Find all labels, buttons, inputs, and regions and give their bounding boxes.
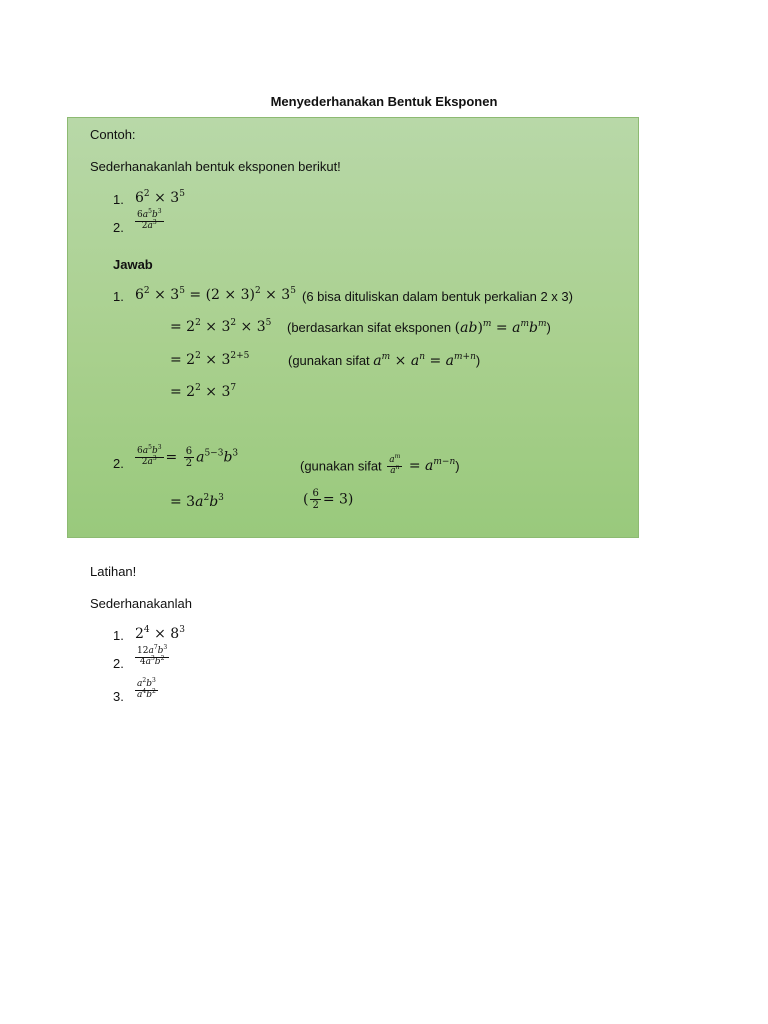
- example-problem-2-number: 2.: [113, 220, 124, 235]
- solution-1-step-3: = $2^2 \times 3^{2+5}$: [170, 351, 250, 368]
- solution-1-step-2: = $2^2 \times 3^2 \times 3^5$: [170, 318, 272, 335]
- page-title: Menyederhanakan Bentuk Eksponen: [270, 94, 498, 109]
- solution-1-number: 1.: [113, 289, 124, 304]
- exercise-instruction: Sederhanakanlah: [90, 596, 192, 611]
- exercise-problem-3-expr: $\frac{a^2b^3}{a^4b^2}$: [137, 677, 156, 700]
- example-heading: Contoh:: [90, 127, 136, 142]
- exercise-problem-2-expr: $\frac{12a^7b^3}{4a^3b^2}$: [137, 644, 168, 667]
- solution-2-step-2: = $3a^2b^3$: [170, 493, 224, 510]
- exercise-problem-3-number: 3.: [113, 689, 124, 704]
- solution-1-note-2: (berdasarkan sifat eksponen $(ab)^m = a^mb^m$): [287, 319, 551, 336]
- exercise-problem-2-number: 2.: [113, 656, 124, 671]
- answer-heading: Jawab: [113, 257, 153, 272]
- solution-1-step-1: $6^2 \times 3^5 = (2 \times 3)^2 \times 3^5$: [135, 286, 296, 303]
- solution-2-step-1: $\frac{6a^5b^3}{2a^3}$ = $\frac{6}{2}$ $a^{5-3}b^3$: [137, 444, 239, 469]
- example-instruction: Sederhanakanlah bentuk eksponen berikut!: [90, 159, 341, 174]
- solution-1-step-4: = $2^2 \times 3^7$: [170, 383, 237, 400]
- exercise-heading: Latihan!: [90, 564, 137, 579]
- solution-1-note-3: (gunakan sifat $a^m \times a^n = a^{m+n}$): [288, 352, 481, 369]
- exercise-problem-1-number: 1.: [113, 628, 124, 643]
- solution-2-note-2: ( $\frac{6}{2}$ = 3): [303, 488, 354, 511]
- exercise-problem-1-expr: $2^4 \times 8^3$: [135, 625, 185, 642]
- solution-2-note-1: (gunakan sifat $\frac{a^m}{a^n}$ = $a^{m-n}$): [300, 453, 460, 476]
- solution-1-note-1: (6 bisa dituliskan dalam bentuk perkalian 2 x 3): [302, 289, 573, 304]
- example-problem-2-expr: $\frac{6a^5b^3}{2a^3}$: [137, 208, 162, 231]
- example-problem-1-number: 1.: [113, 192, 124, 207]
- example-problem-1-expr: $6^2 \times 3^5$: [135, 189, 185, 206]
- solution-2-number: 2.: [113, 456, 124, 471]
